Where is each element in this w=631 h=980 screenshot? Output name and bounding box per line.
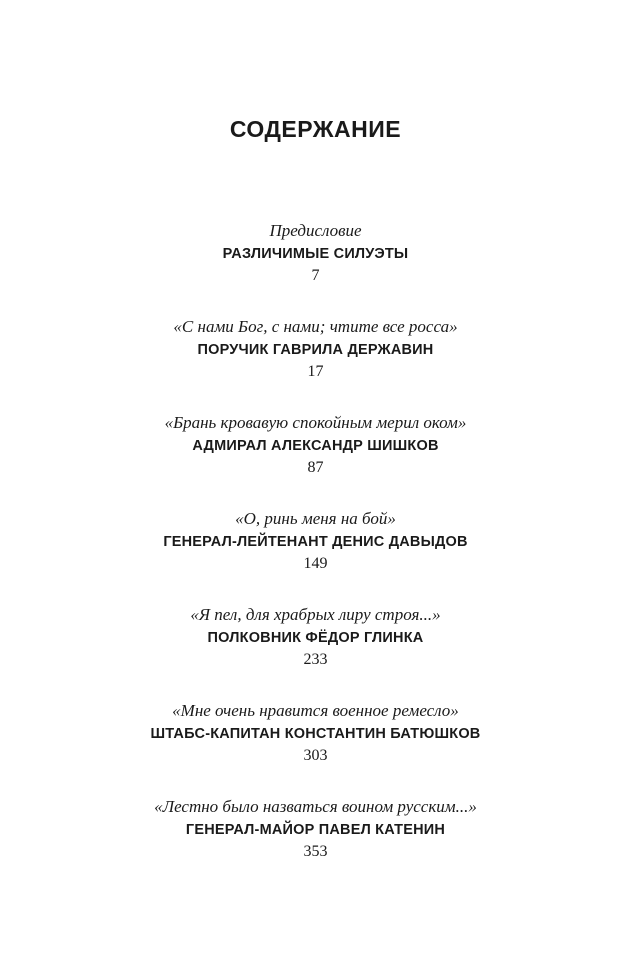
entry-heading: РАЗЛИЧИМЫЕ СИЛУЭТЫ: [222, 246, 409, 262]
entry-page-number: 17: [307, 363, 324, 380]
page-title: СОДЕРЖАНИЕ: [229, 116, 402, 142]
entry-page-number: 149: [303, 555, 328, 572]
toc-entry[interactable]: [0, 509, 631, 605]
entry-page-number: 87: [307, 459, 324, 476]
entry-subtitle: «Брань кровавую спокойным мерил оком»: [164, 413, 467, 432]
entry-page-number: 353: [303, 843, 328, 860]
entry-heading: ШТАБС-КАПИТАН КОНСТАНТИН БАТЮШКОВ: [150, 726, 481, 742]
entry-subtitle: «Я пел, для храбрых лиру строя...»: [190, 605, 441, 624]
entry-heading: АДМИРАЛ АЛЕКСАНДР ШИШКОВ: [192, 438, 439, 454]
entry-page-number: 303: [303, 747, 328, 764]
entry-heading: ГЕНЕРАЛ-ЛЕЙТЕНАНТ ДЕНИС ДАВЫДОВ: [163, 534, 468, 550]
toc-entry[interactable]: [0, 317, 631, 413]
toc-entry[interactable]: [0, 797, 631, 893]
entry-page-number: 7: [311, 267, 320, 284]
entry-subtitle: «О, ринь меня на бой»: [235, 509, 396, 528]
toc-entry[interactable]: [0, 605, 631, 701]
entry-heading: ГЕНЕРАЛ-МАЙОР ПАВЕЛ КАТЕНИН: [185, 822, 446, 838]
entry-page-number: 233: [303, 651, 328, 668]
toc-list: [0, 221, 631, 893]
entry-heading: ПОРУЧИК ГАВРИЛА ДЕРЖАВИН: [197, 342, 434, 358]
entry-subtitle: «Лестно было назваться воином русским...»: [154, 797, 477, 816]
toc-entry[interactable]: [0, 701, 631, 797]
entry-subtitle: «С нами Бог, с нами; чтите все росса»: [173, 317, 458, 336]
toc-entry[interactable]: [0, 413, 631, 509]
toc-entry[interactable]: [0, 221, 631, 317]
entry-subtitle: Предисловие: [269, 221, 362, 240]
entry-heading: ПОЛКОВНИК ФЁДОР ГЛИНКА: [207, 630, 424, 646]
entry-subtitle: «Мне очень нравится военное ремесло»: [172, 701, 459, 720]
